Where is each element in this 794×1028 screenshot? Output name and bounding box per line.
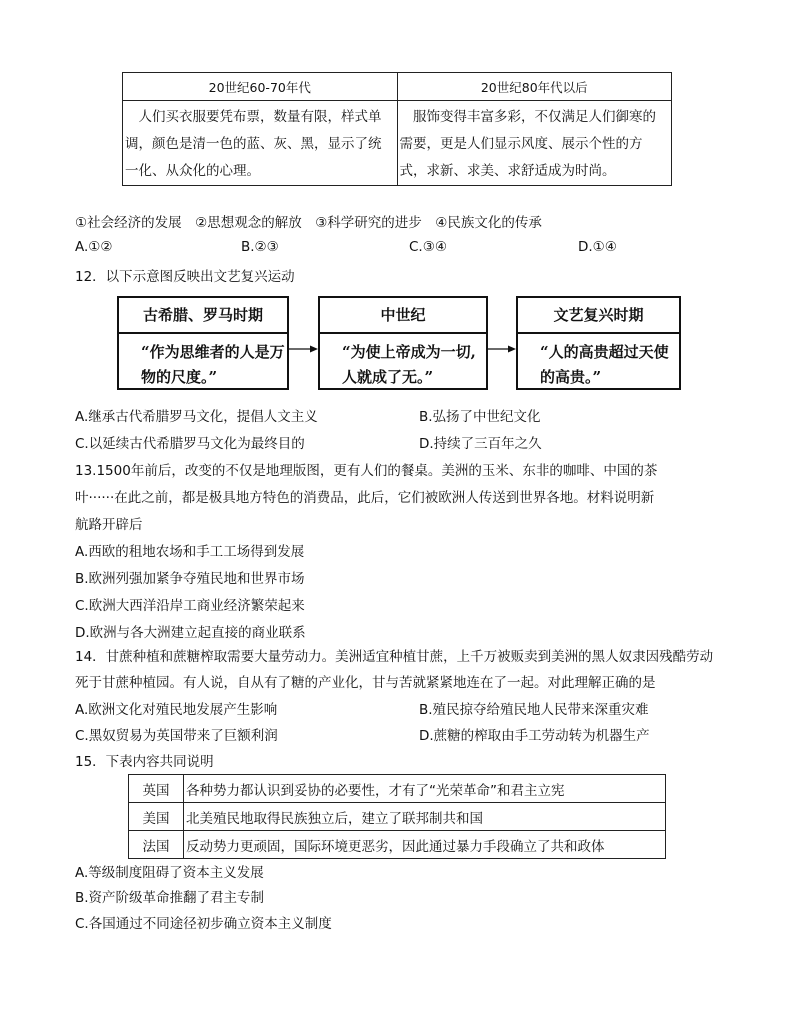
revolution-comparison-table	[128, 774, 666, 859]
diagram-box-title: 古希腊、罗马时期	[119, 298, 287, 334]
option-a: A.西欧的租地农场和手工工场得到发展	[75, 544, 305, 560]
question-stem-line: 叶······在此之前，都是极具地方特色的消费品，此后，它们被欧洲人传送到世界各地。材料说明新	[75, 490, 655, 506]
diagram-box-classical	[117, 296, 289, 390]
option-a: A.①②	[75, 239, 113, 255]
table-cell: 人们买衣服要凭布票，数量有限，样式单调，颜色是清一色的蓝、灰、黑，显示了统一化、从众化的心理。	[123, 101, 398, 186]
option-a: A.欧洲文化对殖民地发展产生影响	[75, 702, 278, 718]
question-stem: 15．下表内容共同说明	[75, 754, 214, 770]
table-cell: 北美殖民地取得民族独立后，建立了联邦制共和国	[184, 803, 666, 831]
diagram-box-quote: “作为思维者的人是万物的尺度。”	[141, 343, 285, 386]
arrow-right-icon	[488, 344, 517, 354]
option-d: D.欧洲与各大洲建立起直接的商业联系	[75, 625, 306, 641]
country-cell: 英国	[129, 775, 184, 803]
country-cell: 法国	[129, 831, 184, 859]
option-b: B.弘扬了中世纪文化	[419, 409, 541, 425]
option-c: C.以延续古代希腊罗马文化为最终目的	[75, 436, 305, 452]
q11-items: ①社会经济的发展 ②思想观念的解放 ③科学研究的进步 ④民族文化的传承	[75, 215, 542, 231]
question-stem: 12．以下示意图反映出文艺复兴运动	[75, 269, 295, 285]
question-stem-line: 14．甘蔗种植和蔗糖榨取需要大量劳动力。美洲适宜种植甘蔗，上千万被贩卖到美洲的黑人奴隶因残酷劳动	[75, 649, 714, 665]
option-d: D.持续了三百年之久	[419, 436, 542, 452]
diagram-box-title: 文艺复兴时期	[518, 298, 679, 334]
option-c: C.各国通过不同途径初步确立资本主义制度	[75, 916, 332, 932]
option-c: C.黑奴贸易为英国带来了巨额利润	[75, 728, 278, 744]
diagram-box-renaissance	[516, 296, 681, 390]
diagram-box-title: 中世纪	[320, 298, 486, 334]
table-cell: 服饰变得丰富多彩，不仅满足人们御寒的需要，更是人们显示风度、展示个性的方式，求新、求美、求舒适成为时尚。	[397, 101, 672, 186]
option-b: B.资产阶级革命推翻了君主专制	[75, 890, 265, 906]
option-c: C.③④	[409, 239, 447, 255]
option-d: D.①④	[578, 239, 617, 255]
option-b: B.殖民掠夺给殖民地人民带来深重灾难	[419, 702, 649, 718]
option-b: B.欧洲列强加紧争夺殖民地和世界市场	[75, 571, 305, 587]
table-header: 20世纪80年代以后	[397, 73, 672, 101]
option-a: A.等级制度阻碍了资本主义发展	[75, 865, 264, 881]
table-cell: 各种势力都认识到妥协的必要性，才有了“光荣革命”和君主立宪	[184, 775, 666, 803]
question-stem-line: 13.1500年前后，改变的不仅是地理版图，更有人们的餐桌。美洲的玉米、东非的咖啡、中国的茶	[75, 463, 658, 479]
diagram-box-medieval	[318, 296, 488, 390]
option-c: C.欧洲大西洋沿岸工商业经济繁荣起来	[75, 598, 305, 614]
table-header: 20世纪60-70年代	[123, 73, 398, 101]
diagram-box-quote: “为使上帝成为一切,人就成了无。”	[342, 343, 476, 386]
option-d: D.蔗糖的榨取由手工劳动转为机器生产	[419, 728, 650, 744]
option-b: B.②③	[241, 239, 279, 255]
country-cell: 美国	[129, 803, 184, 831]
option-a: A.继承古代希腊罗马文化，提倡人文主义	[75, 409, 318, 425]
clothing-comparison-table	[122, 72, 672, 186]
diagram-box-quote: “人的高贵超过天使的高贵。”	[540, 343, 669, 386]
question-stem-line: 死于甘蔗种植园。有人说，自从有了糖的产业化，甘与苦就紧紧地连在了一起。对此理解正确的是	[75, 675, 656, 691]
question-stem-line: 航路开辟后	[75, 517, 143, 533]
arrow-right-icon	[289, 344, 319, 354]
table-cell: 反动势力更顽固，国际环境更恶劣，因此通过暴力手段确立了共和政体	[184, 831, 666, 859]
